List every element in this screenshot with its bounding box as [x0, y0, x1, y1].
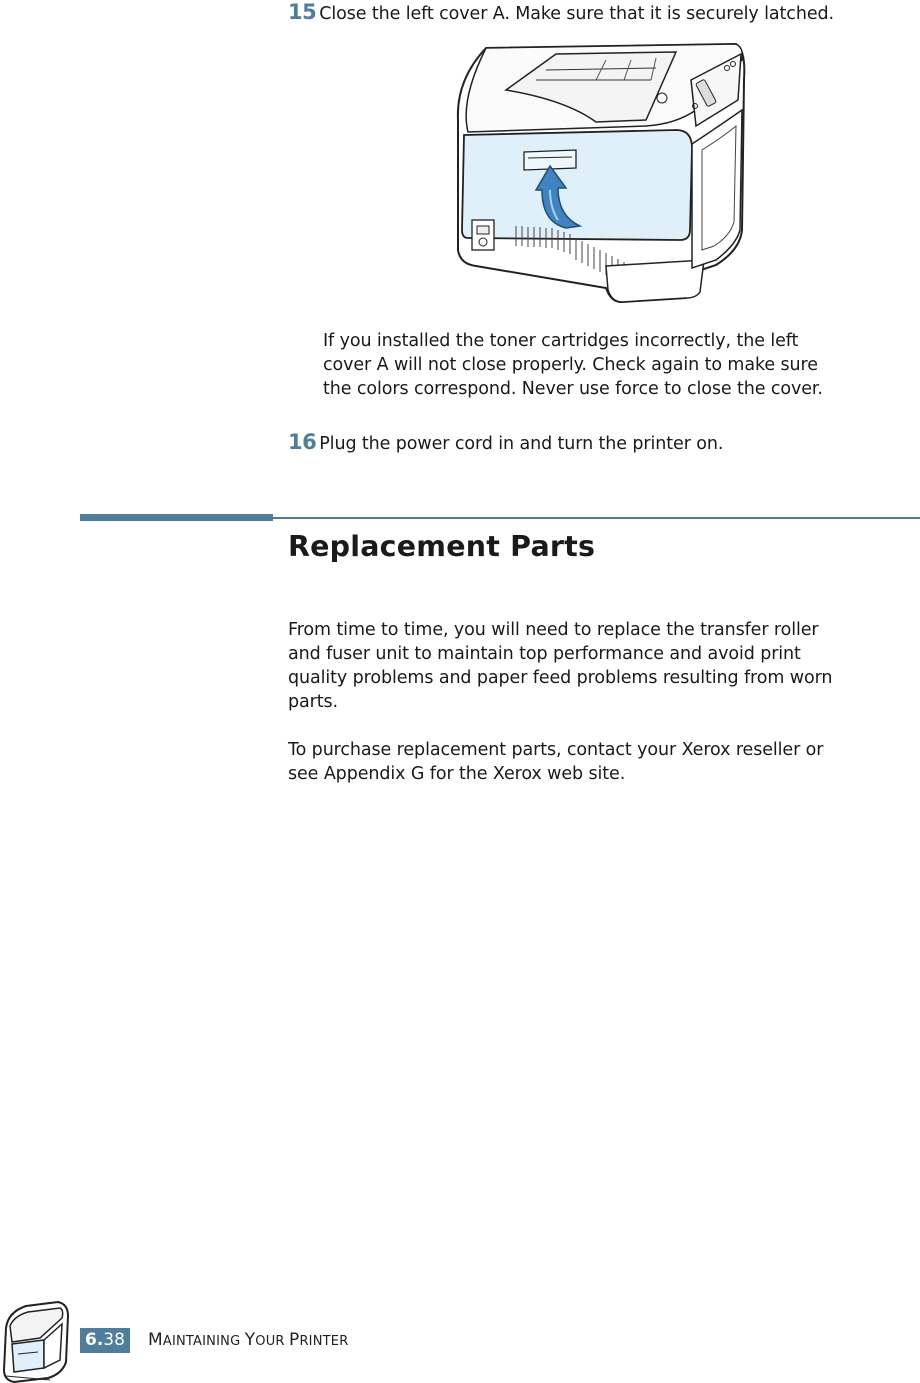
paragraph-line: quality problems and paper feed problems resulting from worn — [288, 668, 833, 688]
title-part: P — [289, 1330, 300, 1350]
section-heading: Replacement Parts — [288, 530, 596, 563]
paragraph-line: parts. — [288, 692, 338, 712]
step-number: 15 — [288, 0, 317, 24]
title-part: OUR — [255, 1334, 289, 1349]
section-divider-thin — [273, 517, 920, 519]
paragraph-line: and fuser unit to maintain top performance and avoid print — [288, 644, 801, 664]
printer-closing-cover-illustration — [446, 40, 751, 305]
title-part: AINTAINING — [162, 1334, 245, 1349]
note-line: cover A will not close properly. Check again to make sure — [323, 355, 818, 375]
printer-icon — [0, 1298, 72, 1383]
page-number-badge — [80, 1328, 130, 1353]
chapter-number: 6. — [85, 1330, 104, 1350]
note-line: the colors correspond. Never use force to close the cover. — [323, 379, 823, 399]
title-part: RINTER — [299, 1334, 349, 1349]
step-16 — [288, 430, 723, 454]
title-part: Y — [244, 1330, 256, 1350]
page-number: 38 — [103, 1330, 125, 1350]
paragraph-line: From time to time, you will need to replace the transfer roller — [288, 620, 819, 640]
title-part: M — [148, 1330, 163, 1350]
step-15 — [288, 0, 834, 24]
section-divider-thick — [80, 514, 273, 521]
note-line: If you installed the toner cartridges incorrectly, the left — [323, 331, 799, 351]
paragraph-line: To purchase replacement parts, contact your Xerox reseller or — [288, 740, 824, 760]
body-paragraph — [288, 618, 918, 714]
note-text — [323, 329, 920, 401]
footer-chapter-title — [148, 1328, 348, 1353]
step-text: Close the left cover A. Make sure that it is securely latched. — [319, 4, 834, 24]
body-paragraph — [288, 738, 918, 786]
step-number: 16 — [288, 430, 317, 454]
paragraph-line: see Appendix G for the Xerox web site. — [288, 764, 626, 784]
step-text: Plug the power cord in and turn the printer on. — [319, 434, 724, 454]
